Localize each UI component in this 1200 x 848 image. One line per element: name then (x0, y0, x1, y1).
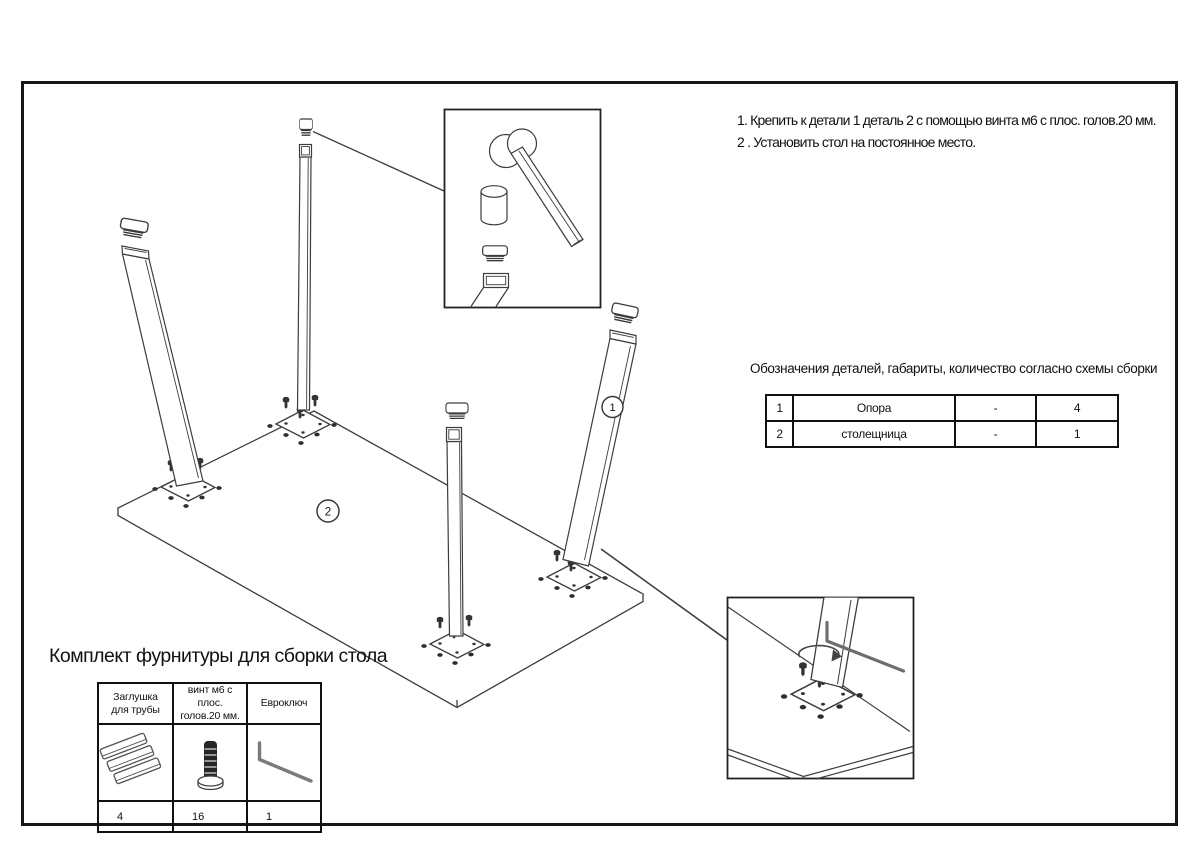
balloon-2-label: 2 (324, 506, 332, 519)
part-number: 2 (766, 421, 793, 447)
parts-table (765, 394, 1119, 448)
table-row (98, 724, 321, 801)
parts-table-title: Обозначения деталей, габариты, количество согласно схемы сборки (750, 361, 1158, 376)
tube-caps-icon (99, 725, 172, 795)
label-line: Евроключ (260, 697, 308, 709)
table-row (98, 683, 321, 724)
part-dimension: - (955, 421, 1036, 447)
leg-left (122, 246, 203, 486)
hex-key-icon (248, 725, 320, 795)
hardware-label-tube-cap (98, 683, 173, 724)
hardware-qty-screw: 16 (173, 801, 247, 832)
table-row (766, 421, 1118, 447)
label-line: голов.20 мм. (180, 710, 240, 722)
part-quantity: 4 (1036, 395, 1118, 421)
hardware-qty-tube-caps: 4 (98, 801, 173, 832)
leg-middle (447, 428, 464, 637)
hardware-qty-hex-key: 1 (247, 801, 321, 832)
label-line: для трубы (111, 703, 160, 716)
tube-cap-middle (446, 403, 468, 420)
leg-right (563, 330, 636, 566)
hardware-cell-tube-caps (98, 724, 173, 801)
balloon-1-label: 1 (609, 402, 616, 414)
hardware-cell-screw (173, 724, 247, 801)
part-quantity: 1 (1036, 421, 1118, 447)
screw-icon (174, 725, 246, 795)
tube-cap-top-left (300, 119, 313, 137)
instruction-step-2: 2 . Установить стол на постоянное место. (737, 133, 976, 150)
table-row (766, 395, 1118, 421)
part-number: 1 (766, 395, 793, 421)
tube-cap-left (119, 218, 149, 240)
detail-callout-cap (445, 110, 601, 308)
leg-top-left (298, 145, 312, 411)
instruction-step-1: 1. Крепить к детали 1 деталь 2 с помощью винта м6 с плос. голов.20 мм. (737, 112, 1156, 128)
balloon-1 (602, 397, 623, 418)
assembly-instructions (737, 110, 1156, 153)
leader-line-cap-detail (313, 132, 444, 192)
part-name: столещница (793, 421, 955, 447)
hardware-cell-hex-key (247, 724, 321, 801)
hardware-kit-table (97, 682, 322, 833)
label-line: Заглушка (113, 690, 158, 703)
balloon-2 (317, 500, 339, 522)
label-line: винт м6 с плос. (187, 684, 233, 709)
hardware-label-hex-key (247, 683, 321, 724)
part-dimension: - (955, 395, 1036, 421)
detail-callout-mount (728, 597, 914, 783)
hardware-kit-title: Комплект фурнитуры для сборки стола (49, 645, 388, 667)
part-name: Опора (793, 395, 955, 421)
tube-cap-right (610, 303, 639, 326)
table-row (98, 801, 321, 832)
hardware-label-screw (173, 683, 247, 724)
